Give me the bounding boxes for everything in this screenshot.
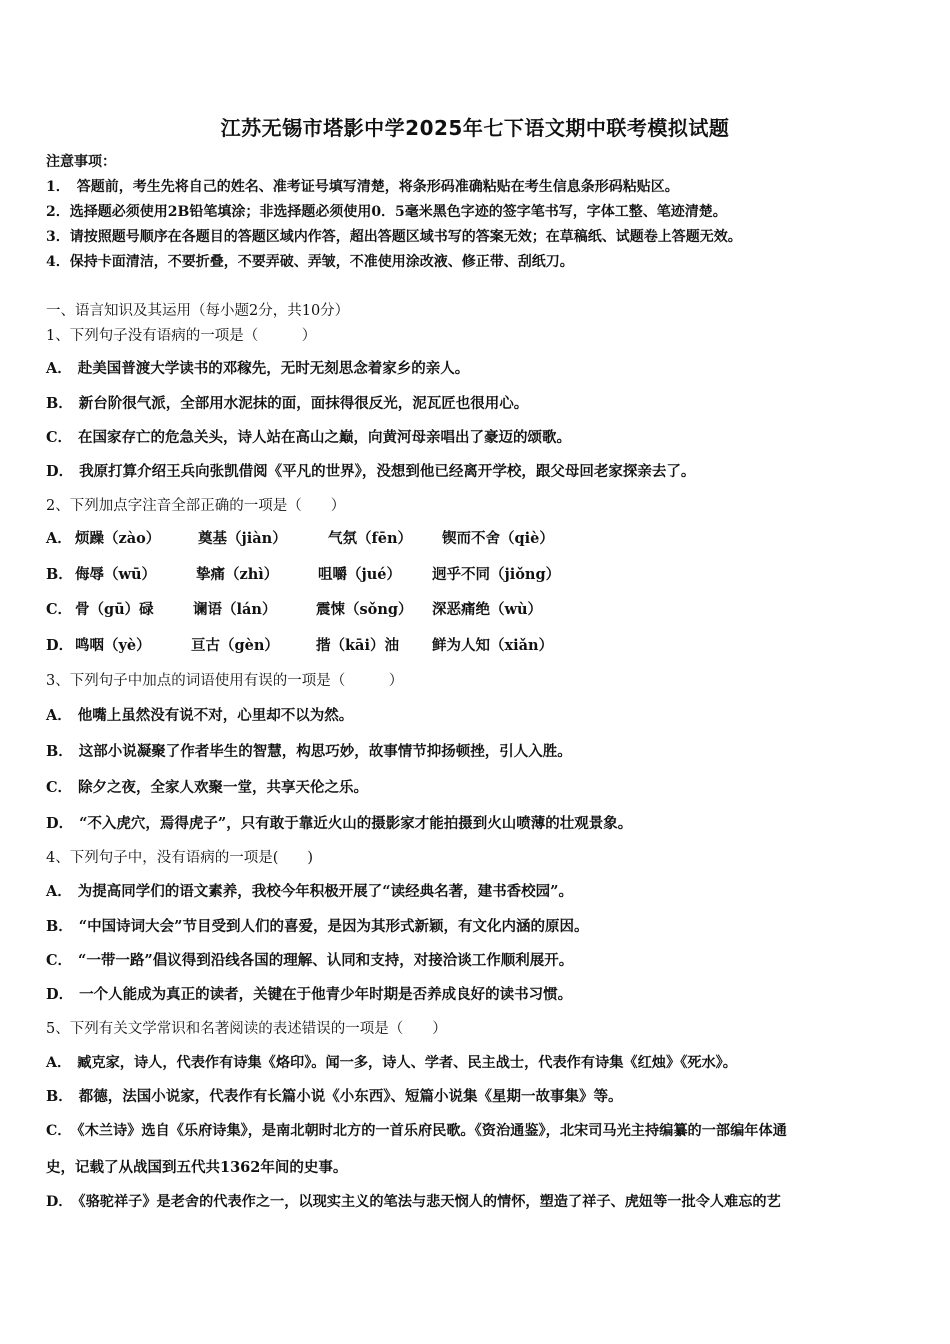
option-label: C． [46, 1123, 72, 1139]
question-2-c-cell-3: 震悚（sǒng） [316, 601, 413, 618]
question-4-option-b [46, 917, 588, 937]
question-2-d-cell-4: 鲜为人知（xiǎn） [432, 637, 554, 654]
question-2-b-cell-1: 侮辱（wū） [75, 566, 157, 583]
question-2-a-cell-4: 锲而不舍（qiè） [442, 530, 554, 547]
question-4-option-d [46, 985, 572, 1005]
question-2-b-cell-2: 挚痛（zhì） [196, 566, 279, 583]
page-title: 江苏无锡市塔影中学2025年七下语文期中联考模拟试题 [220, 116, 730, 140]
option-label: B． [46, 918, 73, 935]
question-2-stem: 2、下列加点字注音全部正确的一项是（ ） [46, 498, 346, 514]
option-text: 除夕之夜，全家人欢聚一堂，共享天伦之乐。 [78, 779, 369, 796]
option-label: C． [46, 779, 73, 796]
option-text: 《骆驼祥子》是老舍的代表作之一，以现实主义的笔法与悲天悯人的情怀，塑造了祥子、虎妞等一批令人难忘的艺 [78, 1194, 781, 1210]
notice-item-1: 1． 答题前，考生先将自己的姓名、准考证号填写清楚，将条形码准确粘贴在考生信息条形码粘贴区。 [46, 179, 679, 195]
notice-item-3: 3．请按照题号顺序在各题目的答题区域内作答，超出答题区域书写的答案无效；在草稿纸、试题卷上答题无效。 [46, 229, 742, 245]
option-label: D． [46, 1194, 73, 1210]
option-text: 《木兰诗》选自《乐府诗集》，是南北朝时北方的一首乐府民歌。《资治通鉴》，北宋司马光主持编纂的一部编年体通 [77, 1123, 787, 1139]
option-label: D． [46, 815, 74, 832]
question-2-option-c-label: C． [46, 601, 73, 618]
option-text: 为提高同学们的语文素养，我校今年积极开展了“读经典名著，建书香校园”。 [77, 883, 573, 900]
question-2-option-d-label: D． [46, 637, 74, 654]
option-label: C． [46, 429, 73, 446]
question-5-option-a [46, 1053, 737, 1073]
notice-item-2: 2．选择题必须使用2B铅笔填涂；非选择题必须使用0．5毫米黑色字迹的签字笔书写，字体工整、笔迹清楚。 [46, 204, 727, 220]
option-label: B． [46, 1088, 73, 1105]
question-1-option-c [46, 428, 571, 448]
question-4-option-c [46, 951, 573, 971]
question-2-b-cell-4: 迥乎不同（jiǒng） [432, 566, 561, 583]
question-1-stem: 1、下列句子没有语病的一项是（ ） [46, 328, 317, 344]
question-2-c-cell-2: 谰语（lán） [193, 601, 277, 618]
question-2-d-cell-2: 亘古（gèn） [191, 637, 279, 654]
question-4-stem: 4、下列句子中，没有语病的一项是( ) [46, 850, 314, 866]
section-heading: 一、语言知识及其运用（每小题2分，共10分） [46, 303, 350, 319]
question-2-c-cell-4: 深恶痛绝（wù） [432, 601, 543, 618]
question-3-option-c [46, 778, 368, 798]
option-text: 新台阶很气派，全部用水泥抹的面，面抹得很反光，泥瓦匠也很用心。 [78, 395, 529, 412]
option-label: A． [46, 883, 72, 900]
option-text: 他嘴上虽然没有说不对，心里却不以为然。 [77, 707, 354, 724]
question-4-option-a [46, 882, 573, 902]
notice-item-4: 4．保持卡面清洁，不要折叠，不要弄破、弄皱，不准使用涂改液、修正带、刮纸刀。 [46, 254, 574, 270]
question-5-stem: 5、下列有关文学常识和名著阅读的表述错误的一项是（ ） [46, 1021, 447, 1037]
question-2-d-cell-3: 揩（kāi）油 [316, 637, 399, 654]
option-label: A． [46, 360, 72, 377]
option-text: 一个人能成为真正的读者，关键在于他青少年时期是否养成良好的读书习惯。 [79, 986, 573, 1003]
notice-heading: 注意事项： [46, 154, 116, 170]
option-text: “不入虎穴，焉得虎子”，只有敢于靠近火山的摄影家才能拍摄到火山喷薄的壮观景象。 [79, 815, 633, 832]
option-label: C． [46, 952, 73, 969]
question-2-d-cell-1: 鸣咽（yè） [75, 637, 151, 654]
option-text: 赴美国普渡大学读书的邓稼先，无时无刻思念着家乡的亲人。 [77, 360, 470, 377]
option-label: D． [46, 986, 74, 1003]
question-1-option-d [46, 462, 695, 482]
option-label: B． [46, 395, 73, 412]
option-label: D． [46, 463, 74, 480]
question-5-option-c [46, 1121, 787, 1141]
question-2-b-cell-3: 咀嚼（jué） [318, 566, 402, 583]
option-text: “中国诗词大会”节目受到人们的喜爱，是因为其形式新颖，有文化内涵的原因。 [78, 918, 589, 935]
question-3-stem: 3、下列句子中加点的词语使用有误的一项是（ ） [46, 673, 404, 689]
option-text: “一带一路”倡议得到沿线各国的理解、认同和支持，对接洽谈工作顺利展开。 [78, 952, 574, 969]
question-3-option-a [46, 706, 353, 726]
option-text: 这部小说凝聚了作者毕生的智慧，构思巧妙，故事情节抑扬顿挫，引人入胜。 [78, 743, 572, 760]
question-5-option-c-continuation: 史，记载了从战国到五代共1362年间的史事。 [46, 1159, 348, 1176]
question-2-c-cell-1: 骨（gū）碌 [75, 601, 154, 618]
question-5-option-d [46, 1192, 781, 1212]
question-1-option-a [46, 359, 469, 379]
option-text: 臧克家，诗人，代表作有诗集《烙印》。闻一多，诗人、学者、民主战士，代表作有诗集《红烛》《死水》。 [77, 1055, 737, 1071]
question-2-option-a-label: A． [46, 530, 72, 547]
option-text: 都德，法国小说家，代表作有长篇小说《小东西》、短篇小说集《星期一故事集》等。 [78, 1088, 623, 1105]
question-2-a-cell-1: 烦躁（zào） [75, 530, 161, 547]
question-3-option-b [46, 742, 572, 762]
question-3-option-d [46, 814, 632, 834]
option-label: A． [46, 1055, 72, 1071]
option-label: B． [46, 743, 73, 760]
option-label: A． [46, 707, 72, 724]
question-2-a-cell-2: 奠基（jiàn） [198, 530, 287, 547]
question-2-option-b-label: B． [46, 566, 73, 583]
question-5-option-b [46, 1087, 623, 1107]
question-1-option-b [46, 394, 528, 414]
option-text: 我原打算介绍王兵向张凯借阅《平凡的世界》，没想到他已经离开学校，跟父母回老家探亲去了。 [79, 463, 696, 480]
question-2-a-cell-3: 气氛（fēn） [328, 530, 413, 547]
option-text: 在国家存亡的危急关头，诗人站在高山之巅，向黄河母亲唱出了豪迈的颂歌。 [78, 429, 572, 446]
